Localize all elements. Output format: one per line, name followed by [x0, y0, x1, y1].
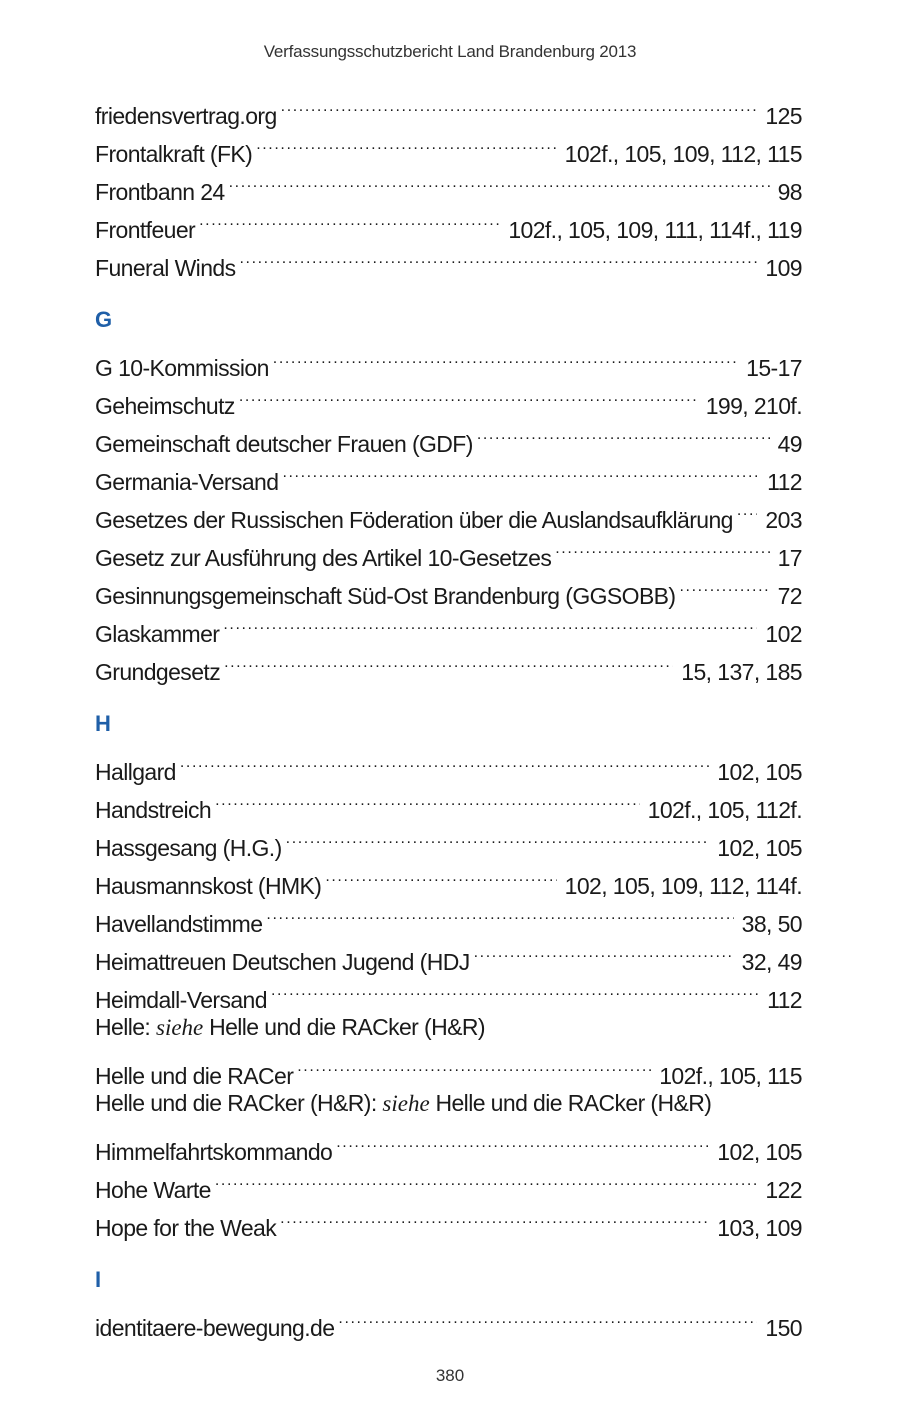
index-term: Grundgesetz	[95, 659, 221, 685]
dot-leader	[297, 1046, 651, 1084]
index-entry	[95, 1298, 802, 1341]
index-term: identitaere-bewegung.de	[95, 1315, 335, 1341]
index-pages: 102f., 105, 109, 112, 115	[564, 141, 802, 167]
index-entry	[95, 1046, 802, 1089]
index-pages: 103, 109	[717, 1215, 802, 1241]
index-term: Handstreich	[95, 797, 212, 823]
index-pages: 102f., 105, 112f.	[647, 797, 802, 823]
dot-leader	[679, 566, 769, 604]
index-cross-reference	[95, 1084, 802, 1122]
index-pages: 102, 105	[717, 759, 802, 785]
index-section-h	[95, 682, 802, 1241]
index-term: Frontbann 24	[95, 179, 225, 205]
dot-leader	[474, 932, 734, 970]
dot-leader	[273, 338, 738, 376]
index-pages: 125	[765, 103, 802, 129]
dot-leader	[239, 238, 757, 276]
index-pages: 72	[777, 583, 802, 609]
index-term: Helle:	[95, 1014, 151, 1040]
top-entries	[95, 86, 802, 281]
see-reference-label: siehe	[382, 1091, 430, 1116]
index-pages: 112	[767, 987, 802, 1013]
dot-leader	[555, 528, 769, 566]
index-term: Gemeinschaft deutscher Frauen (GDF)	[95, 431, 473, 457]
page-number: 380	[435, 1366, 465, 1385]
dot-leader	[477, 414, 770, 452]
index-term: Helle und die RACker (H&R):	[95, 1090, 377, 1116]
index-term: Gesinnungsgemeinschaft Süd-Ost Brandenburg (GGSOBB)	[95, 583, 676, 609]
dot-leader	[215, 1160, 758, 1198]
index-pages: 122	[765, 1177, 802, 1203]
dot-leader	[215, 780, 640, 818]
dot-leader	[239, 376, 698, 414]
dot-leader	[280, 1198, 709, 1236]
index-pages: 112	[767, 469, 802, 495]
dot-leader	[282, 452, 759, 490]
index-pages: 102f., 105, 109, 111, 114f., 119	[508, 217, 802, 243]
dot-leader	[336, 1122, 709, 1160]
dot-leader	[325, 856, 556, 894]
dot-leader	[256, 124, 556, 162]
page-header: Verfassungsschutzbericht Land Brandenburg 2013	[263, 42, 637, 61]
index-term: Frontfeuer	[95, 217, 196, 243]
index-pages: 102, 105	[717, 835, 802, 861]
index-term: friedensvertrag.org	[95, 103, 277, 129]
index-term: G 10-Kommission	[95, 355, 269, 381]
index-entry	[95, 742, 802, 785]
index-term: Hassgesang (H.G.)	[95, 835, 282, 861]
section-letter: H	[95, 711, 111, 736]
index-pages: 15-17	[746, 355, 802, 381]
see-reference-target: Helle und die RACker (H&R)	[435, 1090, 712, 1116]
see-reference-target: Helle und die RACker (H&R)	[209, 1014, 485, 1040]
dot-leader	[229, 162, 770, 200]
index-term: Frontalkraft (FK)	[95, 141, 253, 167]
dot-leader	[271, 970, 759, 1008]
index-term: Hohe Warte	[95, 1177, 211, 1203]
index-entry	[95, 238, 802, 281]
section-letter: I	[95, 1267, 102, 1292]
index-term: Geheimschutz	[95, 393, 235, 419]
index-pages: 38, 50	[741, 911, 802, 937]
index-pages: 17	[777, 545, 802, 571]
index-list	[95, 86, 802, 1341]
dot-leader	[180, 742, 709, 780]
section-letter: G	[95, 307, 113, 332]
index-term: Hope for the Weak	[95, 1215, 277, 1241]
index-term: Hallgard	[95, 759, 176, 785]
index-term: Gesetzes der Russischen Föderation über die Auslandsaufklärung	[95, 507, 733, 533]
index-entry	[95, 780, 802, 823]
index-pages: 49	[777, 431, 802, 457]
index-entry	[95, 338, 802, 381]
index-term: Heimdall-Versand	[95, 987, 267, 1013]
index-term: Helle und die RACer	[95, 1063, 294, 1089]
index-term: Heimattreuen Deutschen Jugend (HDJ	[95, 949, 470, 975]
dot-leader	[199, 200, 500, 238]
dot-leader	[224, 642, 673, 680]
index-entry	[95, 1122, 802, 1165]
index-pages: 15, 137, 185	[681, 659, 802, 685]
dot-leader	[223, 604, 757, 642]
dot-leader	[286, 818, 710, 856]
index-pages: 102, 105	[717, 1139, 802, 1165]
index-pages: 102f., 105, 115	[659, 1063, 802, 1089]
index-entry	[95, 86, 802, 129]
index-term: Glaskammer	[95, 621, 220, 647]
index-pages: 109	[765, 255, 802, 281]
index-section-i	[95, 1238, 802, 1341]
index-pages: 203	[765, 507, 802, 533]
dot-leader	[338, 1298, 757, 1336]
index-entry	[95, 200, 802, 243]
index-pages: 150	[765, 1315, 802, 1341]
index-cross-reference	[95, 1008, 802, 1046]
index-pages: 102, 105, 109, 112, 114f.	[564, 873, 802, 899]
index-pages: 199, 210f.	[705, 393, 802, 419]
index-term: Germania-Versand	[95, 469, 279, 495]
index-pages: 98	[777, 179, 802, 205]
index-term: Gesetz zur Ausführung des Artikel 10-Gesetzes	[95, 545, 552, 571]
dot-leader	[266, 894, 733, 932]
index-pages: 32, 49	[741, 949, 802, 975]
index-term: Hausmannskost (HMK)	[95, 873, 322, 899]
dot-leader	[737, 490, 758, 528]
index-section-g	[95, 278, 802, 685]
dot-leader	[281, 86, 758, 124]
see-reference-label: siehe	[156, 1015, 204, 1040]
index-pages: 102	[765, 621, 802, 647]
index-term: Himmelfahrtskommando	[95, 1139, 333, 1165]
index-term: Funeral Winds	[95, 255, 236, 281]
index-term: Havellandstimme	[95, 911, 263, 937]
